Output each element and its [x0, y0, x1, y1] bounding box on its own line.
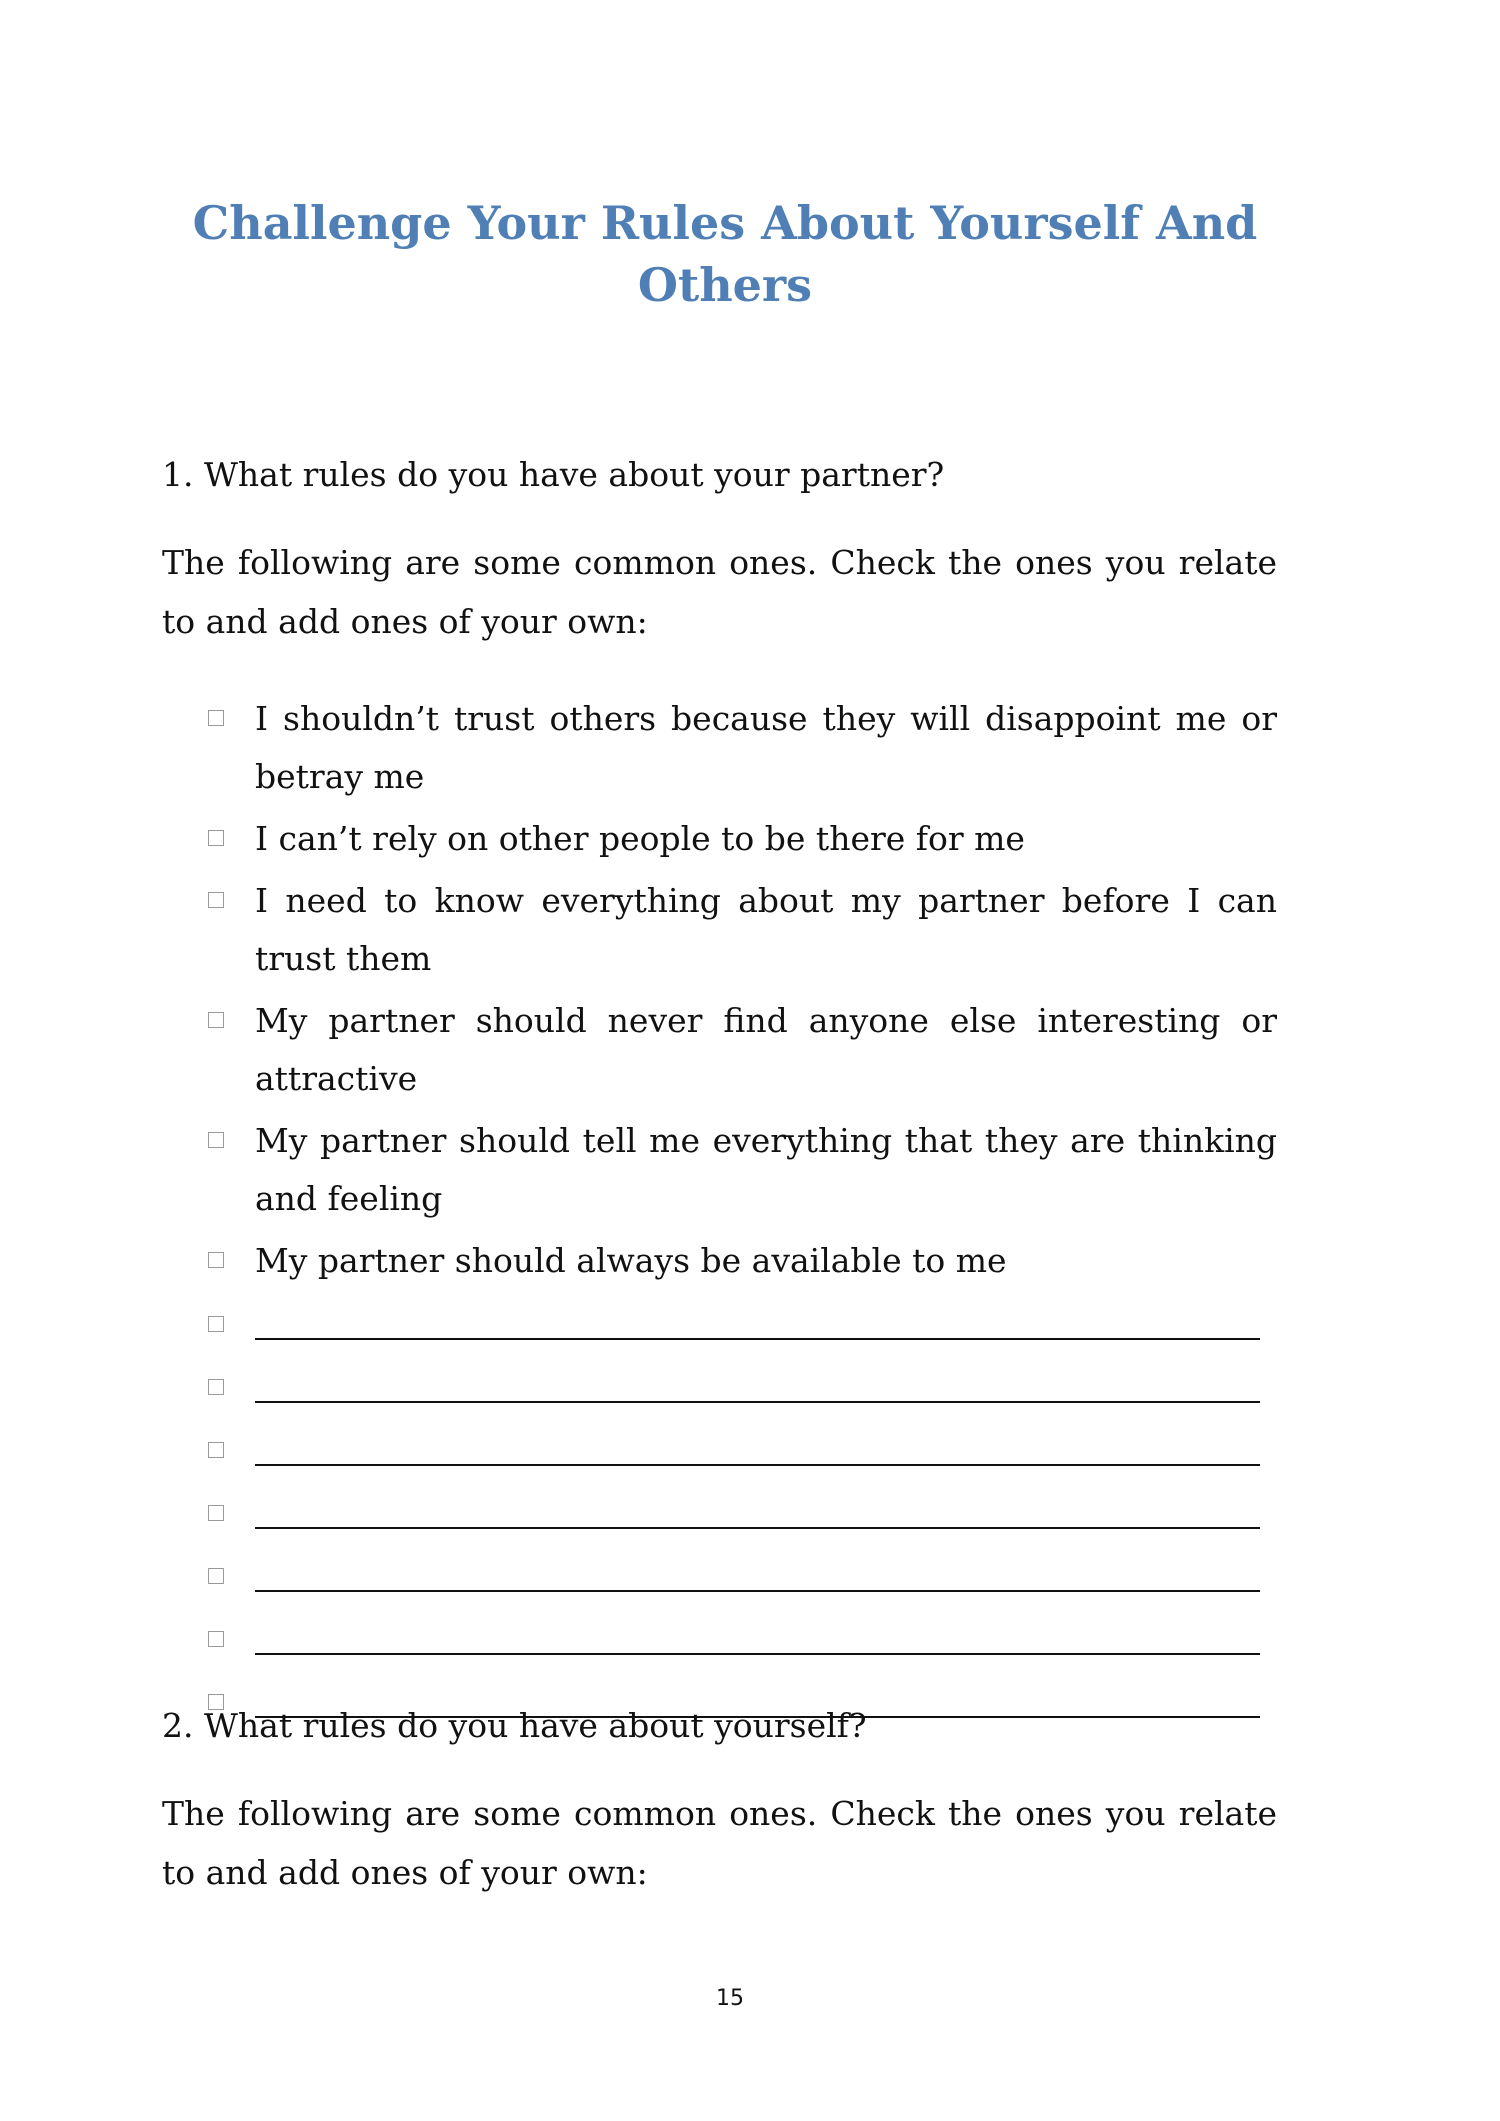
blank-checklist-item [205, 1294, 1277, 1357]
checklist-item [205, 1112, 1277, 1228]
checklist-item [205, 690, 1277, 806]
checklist-item [205, 810, 1277, 868]
empty-checkbox-icon[interactable] [208, 892, 224, 908]
write-in-line[interactable] [255, 1653, 1260, 1655]
checklist-item-label: My partner should tell me everything that they are thinking and feeling [255, 1121, 1277, 1218]
checklist-item-label: My partner should always be available to me [255, 1241, 1007, 1280]
checklist-item-label: I need to know everything about my partner before I can trust them [255, 881, 1277, 978]
page-number: 15 [716, 1986, 744, 2011]
page-title-line-2: Others [637, 258, 813, 312]
empty-checkbox-icon[interactable] [208, 830, 224, 846]
empty-checkbox-icon[interactable] [208, 1132, 224, 1148]
checklist-item-label: I shouldn’t trust others because they will disappoint me or betray me [255, 699, 1277, 796]
empty-checkbox-icon[interactable] [208, 1631, 224, 1647]
checklist-item [205, 992, 1277, 1108]
empty-checkbox-icon[interactable] [208, 1379, 224, 1395]
blank-checklist-item [205, 1420, 1277, 1483]
section-1-question: 1. What rules do you have about your partner? [162, 455, 945, 494]
blank-checklist-item [205, 1546, 1277, 1609]
section-2-question: 2. What rules do you have about yourself? [162, 1706, 867, 1745]
empty-checkbox-icon[interactable] [208, 1252, 224, 1268]
checklist-item-label: I can’t rely on other people to be there for me [255, 819, 1025, 858]
section-2-instruction: The following are some common ones. Check the ones you relate to and add ones of your own: [162, 1794, 1277, 1892]
empty-checkbox-icon[interactable] [208, 1442, 224, 1458]
checklist-item [205, 872, 1277, 988]
empty-checkbox-icon[interactable] [208, 1316, 224, 1332]
write-in-line[interactable] [255, 1590, 1260, 1592]
checklist-item [205, 1232, 1277, 1290]
page-title-line-1: Challenge Your Rules About Yourself And [192, 196, 1258, 250]
blank-checklist-item [205, 1609, 1277, 1672]
page-title [150, 192, 1300, 316]
blank-checklist-item [205, 1483, 1277, 1546]
empty-checkbox-icon[interactable] [208, 1505, 224, 1521]
blank-checklist-item [205, 1357, 1277, 1420]
checklist-item-label: My partner should never find anyone else interesting or attractive [255, 1001, 1277, 1098]
empty-checkbox-icon[interactable] [208, 710, 224, 726]
empty-checkbox-icon[interactable] [208, 1568, 224, 1584]
write-in-line[interactable] [255, 1527, 1260, 1529]
write-in-line[interactable] [255, 1401, 1260, 1403]
section-1-checklist [205, 690, 1277, 1735]
empty-checkbox-icon[interactable] [208, 1012, 224, 1028]
write-in-line[interactable] [255, 1338, 1260, 1340]
write-in-line[interactable] [255, 1464, 1260, 1466]
section-1-instruction: The following are some common ones. Check the ones you relate to and add ones of your own: [162, 543, 1277, 641]
